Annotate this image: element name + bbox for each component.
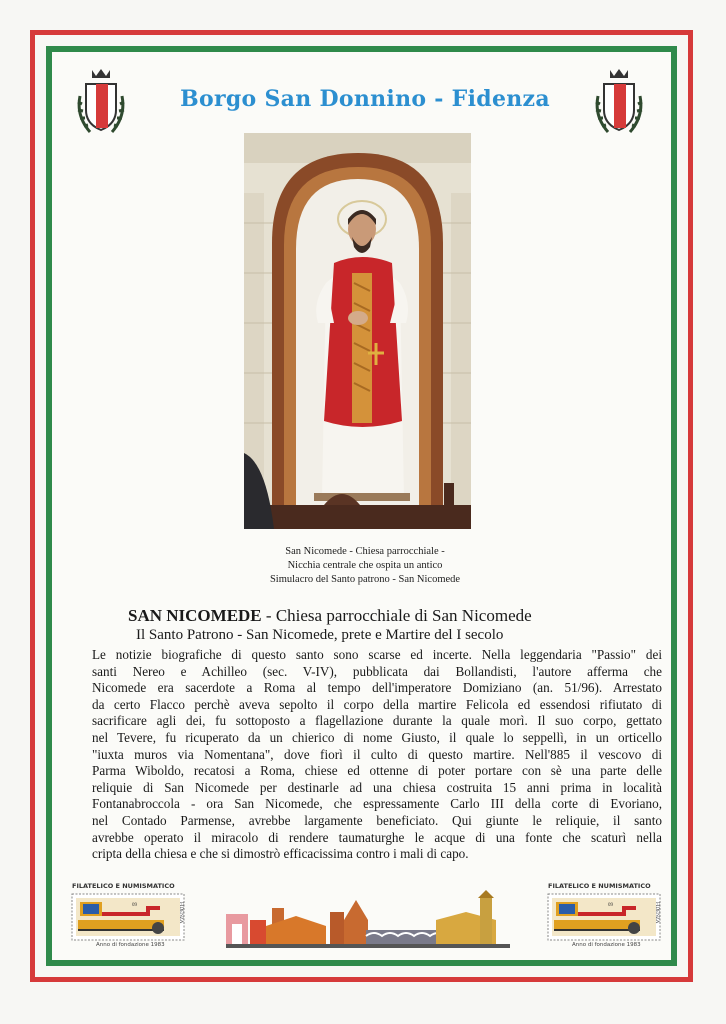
body-line: santi Nereo e Achilleo (sec. V-IV), pubblicata dai Bollandisti, l'autore afferma che (92, 663, 662, 679)
photo-caption (200, 545, 530, 587)
stamp-label: FILATELICO E NUMISMATICO (72, 882, 175, 890)
caption-line: Simulacro del Santo patrono - San Nicomede (269, 574, 461, 585)
caption-line: San Nicomede - Chiesa parrocchiale - (285, 546, 445, 557)
body-line: Fontanabroccola - ora San Nicomede, che espressamente Carlo III della corte di Evoriano, (92, 796, 662, 812)
body-line: da certo Flacco perchè aveva sepolto il corpo della martire Felicola ed essendosi rifiutato di (92, 696, 662, 712)
stamp-label: FILATELICO E NUMISMATICO (548, 882, 651, 890)
body-line: sacrificare agli dei, fu sottoposto a flagellazione durante la quale morì. Il suo corpo, gettato (92, 713, 662, 729)
body-line: Le notizie biografiche di questo santo sono scarse ed incerte. Nella leggendaria "Passio" dei (92, 647, 662, 662)
article-heading-bold: SAN NICOMEDE (128, 606, 262, 625)
stamp-year: Anno di fondazione 1983 (572, 942, 641, 948)
body-line: avrebbe operato il miracolo di rendere taumaturghe le acque di una fonte che scaturì nella (92, 829, 662, 845)
philatelic-stamp-left (68, 882, 188, 950)
body-line: Nicomede era sacerdote a Roma al tempo dell'imperatore Domiziano (an. 51/96). Arrestato (92, 680, 662, 696)
body-line: nel Tevere, fu ricuperato da un chierico di nome Giusto, il quale lo seppellì, in un orticello (92, 729, 662, 745)
article-body (92, 647, 662, 863)
town-skyline-illustration (226, 890, 510, 948)
coat-of-arms-right-icon (590, 66, 648, 142)
caption-line: Nicchia centrale che ospita un antico (287, 560, 443, 571)
stamp-side-text: FIDENZA (654, 902, 659, 924)
article-subheading: Il Santo Patrono - San Nicomede, prete e Martire del I secolo (136, 627, 504, 643)
stamp-value: 09 (608, 903, 613, 908)
philatelic-stamp-right (544, 882, 664, 950)
page-title: Borgo San Donnino - Fidenza (180, 86, 550, 112)
article-heading (128, 606, 598, 626)
body-line: nel Contado Parmense, avrebbe largamente beneficiato. Qui giunte le reliquie, il santo (92, 812, 662, 828)
stamp-year: Anno di fondazione 1983 (96, 942, 165, 948)
body-line: cripta della chiesa e che si dimostrò efficacissima contro i mali di capo. (92, 846, 469, 862)
body-line: reliquie di San Nicomede per destinarle ad una chiesa costruita 15 anni prima in località (92, 779, 662, 795)
article-heading-rest: - Chiesa parrocchiale di San Nicomede (261, 606, 532, 625)
coat-of-arms-left-icon (72, 66, 130, 142)
body-line: Parma Wiboldo, recatosi a Roma, chiese ed ottenne di poter portare con sè una parte delle (92, 763, 662, 779)
stamp-side-text: FIDENZA (178, 902, 183, 924)
saint-statue-photo (244, 133, 471, 529)
stamp-value: 09 (132, 903, 137, 908)
body-line: "iuxta muros via Nomentana", dove fiorì il culto di questo martire. Nell'885 il vescovo di (92, 746, 662, 762)
